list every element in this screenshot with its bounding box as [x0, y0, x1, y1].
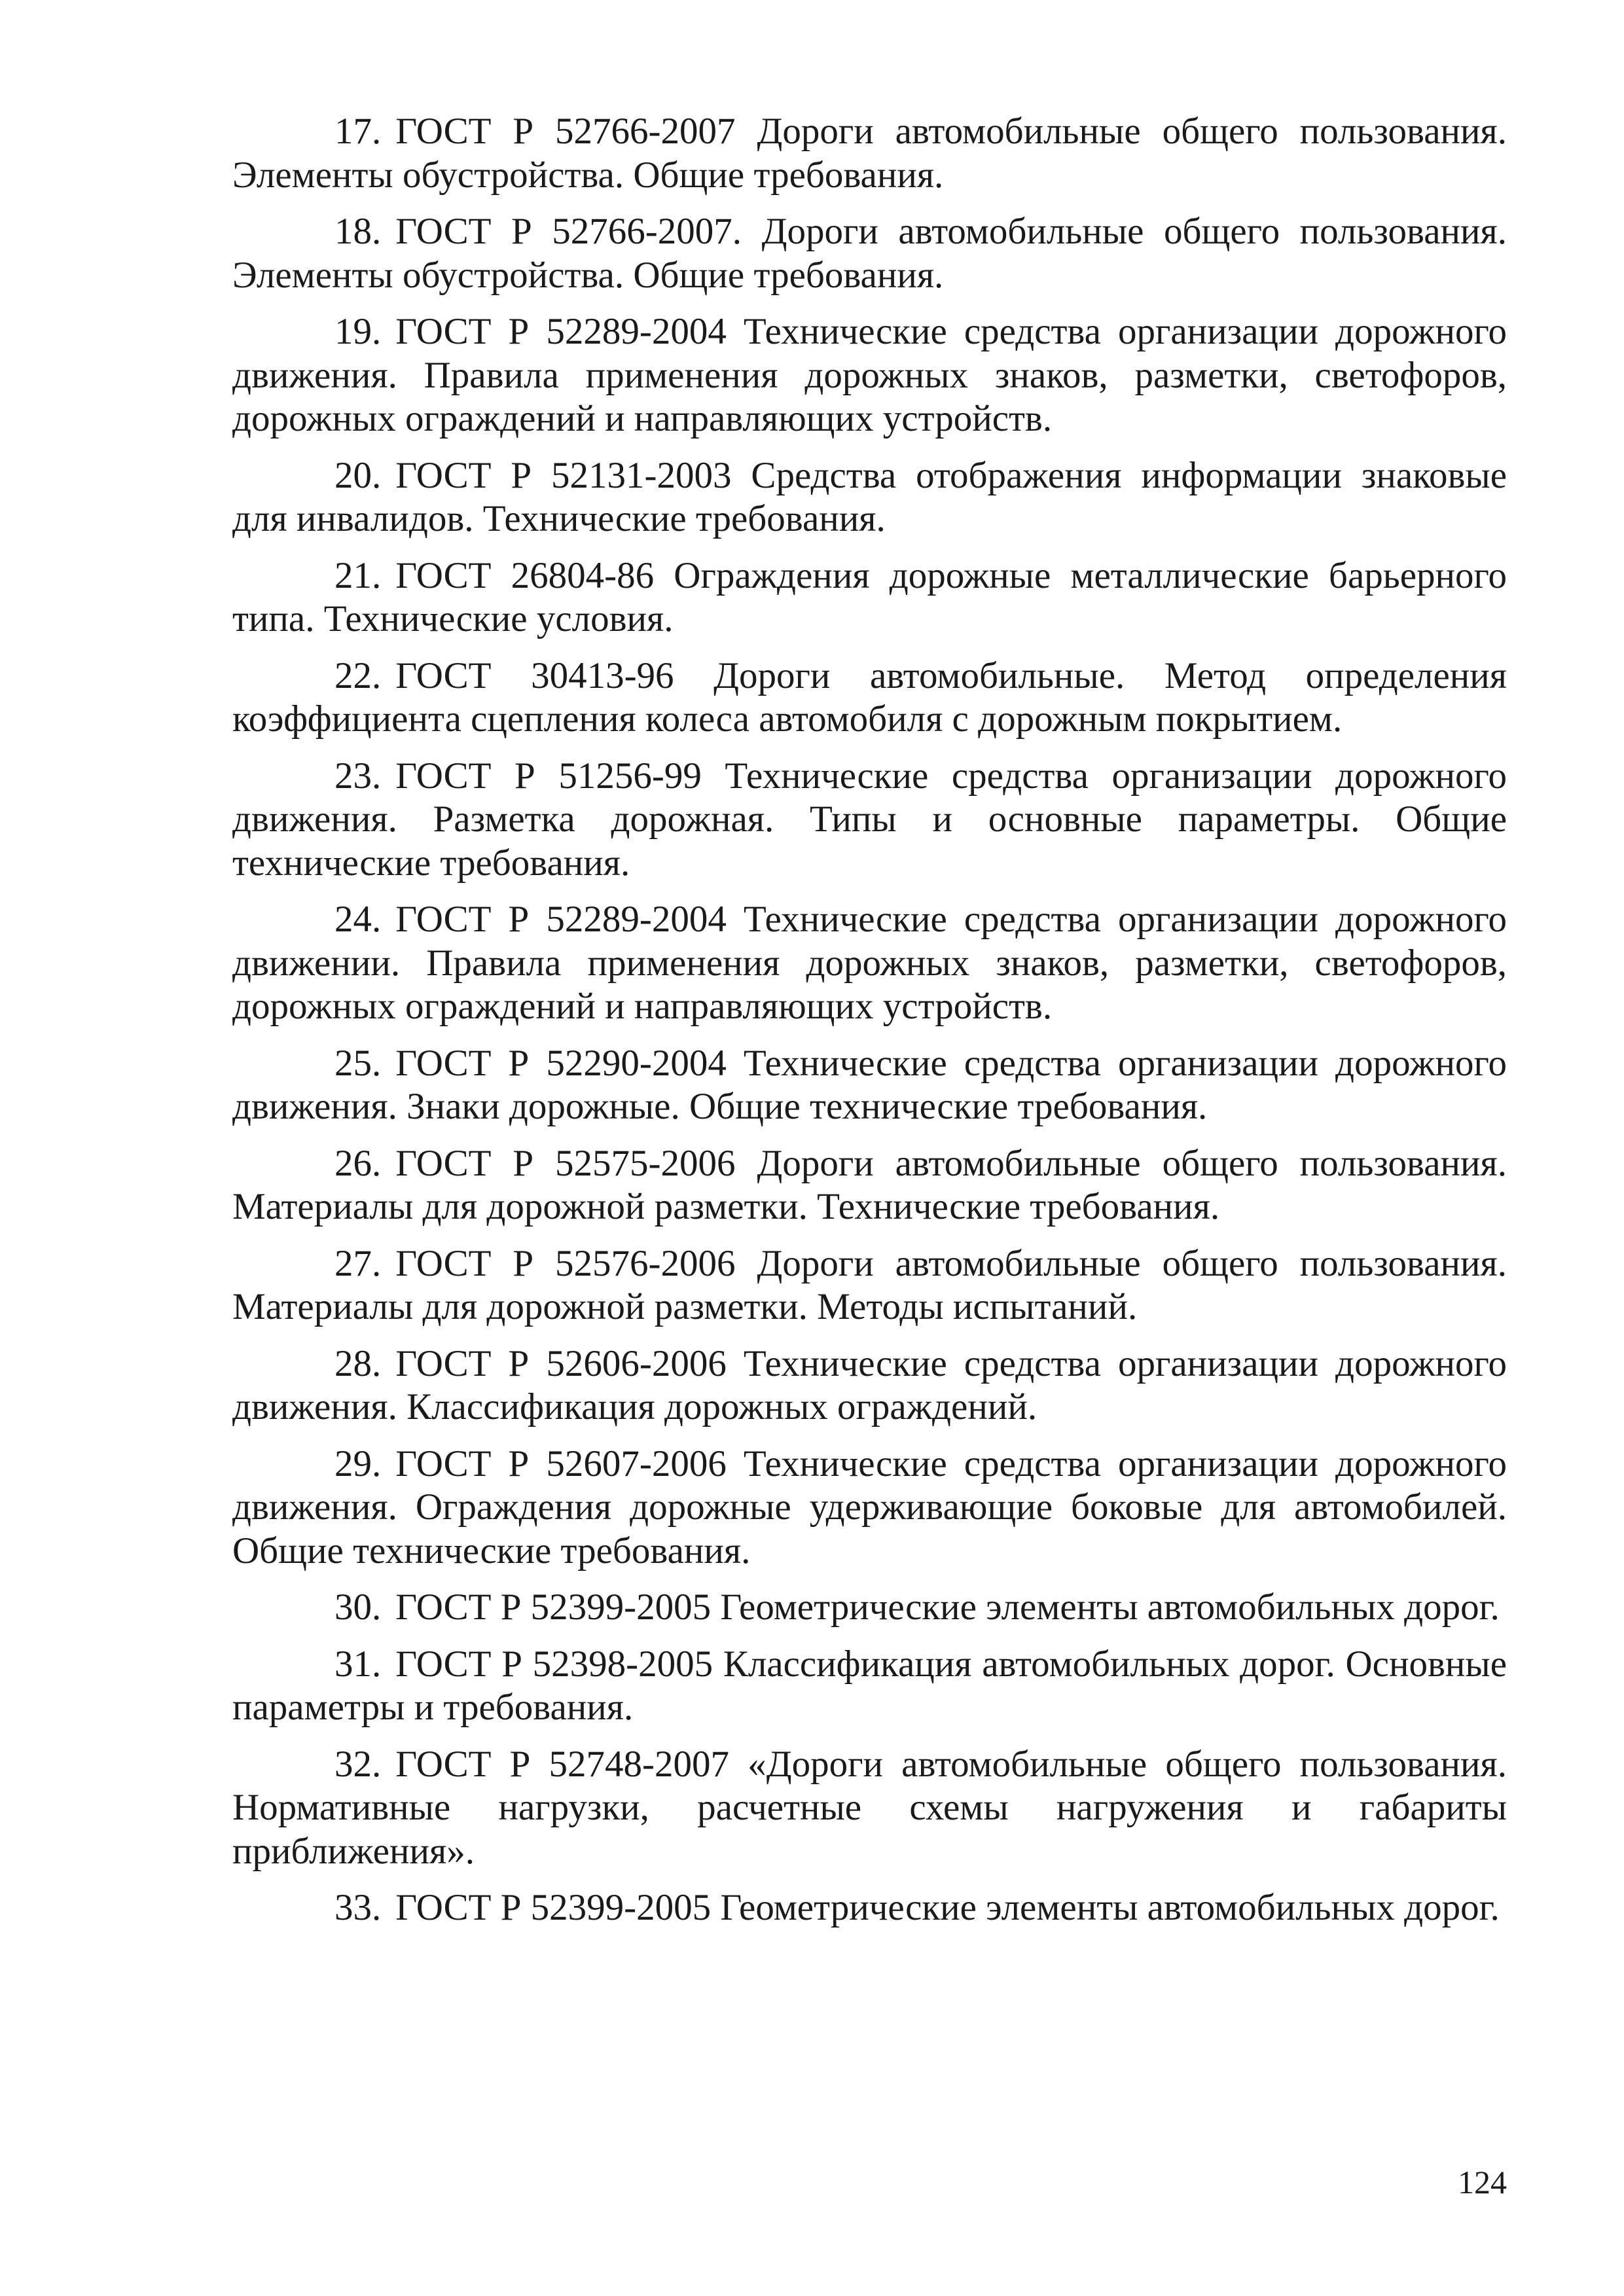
reference-item: [232, 1586, 1507, 1630]
reference-text: ГОСТ 26804-86 Ограждения дорожные металлические барьерного типа. Технические условия.: [232, 554, 1507, 639]
reference-text: ГОСТ 30413-96 Дороги автомобильные. Метод определения коэффициента сцепления колеса автомобиля с дорожным покрытием.: [232, 655, 1507, 740]
reference-item: [232, 110, 1507, 197]
reference-text: ГОСТ Р 52399-2005 Геометрические элементы автомобильных дорог.: [395, 1887, 1500, 1928]
reference-text: ГОСТ Р 52289-2004 Технические средства организации дорожного движении. Правила применения дорожных знаков, разметки, светофоров, дорожных ограждений и направляющих устройств.: [232, 899, 1507, 1027]
reference-item: [232, 454, 1507, 541]
reference-number: 33.: [334, 1887, 382, 1928]
reference-number: 28.: [334, 1342, 382, 1384]
reference-text: ГОСТ Р 52399-2005 Геометрические элементы автомобильных дорог.: [395, 1587, 1500, 1628]
reference-number: 30.: [334, 1587, 382, 1628]
reference-number: 17.: [334, 111, 382, 152]
reference-item: [232, 210, 1507, 297]
reference-item: [232, 755, 1507, 886]
reference-number: 19.: [334, 311, 382, 352]
reference-text: ГОСТ Р 52607-2006 Технические средства организации дорожного движения. Ограждения дорожные удерживающие боковые для автомобилей. Общие технические требования.: [232, 1443, 1507, 1571]
reference-item: [232, 655, 1507, 742]
reference-text: ГОСТ Р 52576-2006 Дороги автомобильные общего пользования. Материалы для дорожной разметки. Методы испытаний.: [232, 1242, 1507, 1327]
reference-number: 21.: [334, 554, 382, 596]
reference-number: 22.: [334, 655, 382, 696]
reference-number: 25.: [334, 1042, 382, 1084]
reference-item: [232, 898, 1507, 1029]
reference-item: [232, 1042, 1507, 1129]
reference-text: ГОСТ Р 52398-2005 Классификация автомобильных дорог. Основные параметры и требования.: [232, 1643, 1507, 1728]
reference-text: ГОСТ Р 52289-2004 Технические средства организации дорожного движения. Правила применения дорожных знаков, разметки, светофоров, дорожных ограждений и направляющих устройств.: [232, 311, 1507, 439]
reference-number: 20.: [334, 454, 382, 496]
reference-item: [232, 1443, 1507, 1573]
reference-item: [232, 1643, 1507, 1730]
reference-text: ГОСТ Р 52766-2007 Дороги автомобильные общего пользования. Элементы обустройства. Общие требования.: [232, 111, 1507, 196]
reference-number: 26.: [334, 1142, 382, 1184]
reference-number: 32.: [334, 1743, 382, 1785]
reference-item: [232, 1886, 1507, 1930]
reference-item: [232, 1743, 1507, 1874]
reference-text: ГОСТ Р 52131-2003 Средства отображения информации знаковые для инвалидов. Технические требования.: [232, 454, 1507, 539]
reference-list: [232, 110, 1507, 1943]
reference-text: ГОСТ Р 52575-2006 Дороги автомобильные общего пользования. Материалы для дорожной разметки. Технические требования.: [232, 1142, 1507, 1227]
reference-number: 29.: [334, 1443, 382, 1484]
reference-text: ГОСТ Р 52766-2007. Дороги автомобильные общего пользования. Элементы обустройства. Общие требования.: [232, 211, 1507, 296]
reference-text: ГОСТ Р 51256-99 Технические средства организации дорожного движения. Разметка дорожная. Типы и основные параметры. Общие технические требования.: [232, 755, 1507, 884]
reference-text: ГОСТ Р 52290-2004 Технические средства организации дорожного движения. Знаки дорожные. Общие технические требования.: [232, 1042, 1507, 1127]
reference-item: [232, 310, 1507, 441]
reference-item: [232, 1242, 1507, 1329]
reference-item: [232, 1142, 1507, 1229]
reference-number: 18.: [334, 211, 382, 252]
reference-number: 23.: [334, 755, 382, 797]
reference-number: 27.: [334, 1242, 382, 1284]
reference-item: [232, 554, 1507, 641]
reference-number: 24.: [334, 899, 382, 940]
page-number: 124: [1458, 2164, 1507, 2200]
reference-item: [232, 1342, 1507, 1429]
reference-text: ГОСТ Р 52748-2007 «Дороги автомобильные общего пользования. Нормативные нагрузки, расчетные схемы нагружения и габариты приближения».: [232, 1743, 1507, 1872]
reference-number: 31.: [334, 1643, 382, 1685]
reference-text: ГОСТ Р 52606-2006 Технические средства организации дорожного движения. Классификация дорожных ограждений.: [232, 1342, 1507, 1427]
